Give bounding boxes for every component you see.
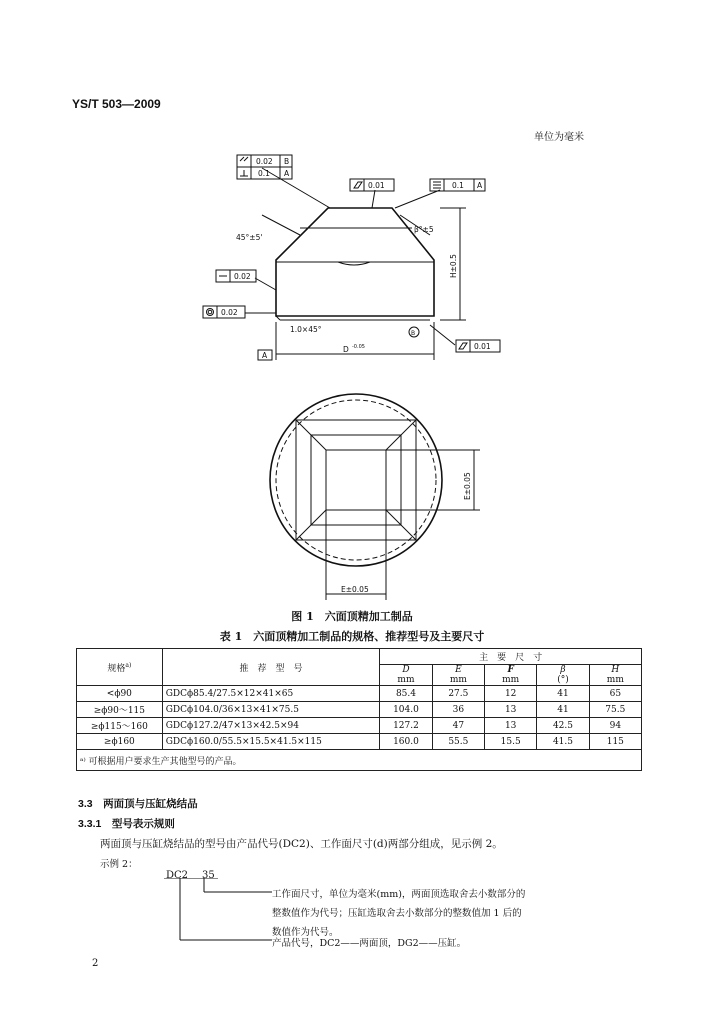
- unit-note: 单位为毫米: [534, 132, 584, 143]
- tol-flat-top: 0.01: [368, 181, 385, 190]
- chamfer-label: 1.0×45°: [290, 325, 322, 334]
- col-spec-header: 规格$^{a)}$: [77, 649, 163, 686]
- angle-beta-label: β°±5: [414, 225, 434, 234]
- example-note-line1: 工作面尺寸，单位为毫米(mm)，两面顶选取舍去小数部分的: [272, 889, 526, 900]
- dim-header: β (°): [537, 665, 589, 686]
- table-row: ≥ϕ115～160 GDCϕ127.2/47×13×42.5×94 127.2 47 13 42.5 94: [77, 718, 642, 734]
- technical-drawing: [180, 150, 520, 600]
- spec-table: [76, 648, 642, 771]
- tol-straight: 0.02: [234, 272, 251, 281]
- plan-inner-square: [326, 450, 386, 510]
- datum-b-label: B: [411, 330, 416, 337]
- example-note-line2: 整数值作为代号；压缸选取舍去小数部分的整数值加 1 后的: [272, 908, 522, 919]
- example-label: 示例 2：: [100, 859, 138, 870]
- example-note-line4: 产品代号，DC2——两面顶，DG2——压缸。: [272, 938, 467, 949]
- page-number: 2: [92, 958, 99, 969]
- e-vertical-label: E±0.05: [463, 472, 472, 500]
- table-caption: 表 1 六面顶精加工制品的规格、推荐型号及主要尺寸: [219, 630, 485, 643]
- table-footnote: ᵃ⁾ 可根据用户要求生产其他型号的产品。: [77, 750, 642, 771]
- dim-header: H mm: [589, 665, 641, 686]
- tol-round: 0.02: [221, 308, 238, 317]
- paragraph-model-rule: 两面顶与压缸烧结品的型号由产品代号(DC2)、工作面尺寸(d)两部分组成，见示例 2。: [100, 838, 503, 850]
- standard-code: YS/T 503—2009: [72, 97, 161, 111]
- table-row: <ϕ90 GDCϕ85.4/27.5×12×41×65 85.4 27.5 12 41 65: [77, 686, 642, 702]
- tol-sym-ref: A: [477, 181, 483, 190]
- dim-header: E mm: [432, 665, 484, 686]
- datum-a-label: A: [262, 351, 268, 360]
- tol-parallel: 0.02: [256, 157, 273, 166]
- height-label: H±0.5: [449, 254, 458, 278]
- example-code-size: 35: [202, 870, 215, 881]
- section-3-3-heading: 3.3 两面顶与压缸烧结品: [78, 798, 198, 810]
- col-model-header: 推 荐 型 号: [162, 649, 380, 686]
- tol-flat-bottom: 0.01: [474, 342, 491, 351]
- e-horizontal-label: E±0.05: [341, 585, 369, 594]
- example-note-line3: 数值作为代号。: [272, 927, 339, 938]
- tol-sym: 0.1: [452, 181, 464, 190]
- dim-header: D mm: [380, 665, 432, 686]
- diameter-tol: -0.05: [352, 344, 365, 350]
- diameter-label: D: [343, 345, 349, 354]
- section-3-3-1-heading: 3.3.1 型号表示规则: [78, 818, 175, 830]
- tol-parallel-ref: B: [284, 157, 290, 166]
- figure-caption: 图 1 六面顶精加工制品: [291, 610, 413, 623]
- table-row: ≥ϕ90～115 GDCϕ104.0/36×13×41×75.5 104.0 36 13 41 75.5: [77, 702, 642, 718]
- col-main-header: 主 要 尺 寸: [380, 649, 642, 665]
- tol-perp-ref: A: [284, 169, 290, 178]
- table-row: ≥ϕ160 GDCϕ160.0/55.5×15.5×41.5×115 160.0 55.5 15.5 41.5 115: [77, 734, 642, 750]
- example-leader-lines: [160, 878, 280, 948]
- dim-header: F mm: [485, 665, 537, 686]
- angle-left-label: 45°±5': [236, 233, 263, 242]
- example-code-product: DC2: [166, 870, 189, 881]
- tol-perp: 0.1: [258, 169, 270, 178]
